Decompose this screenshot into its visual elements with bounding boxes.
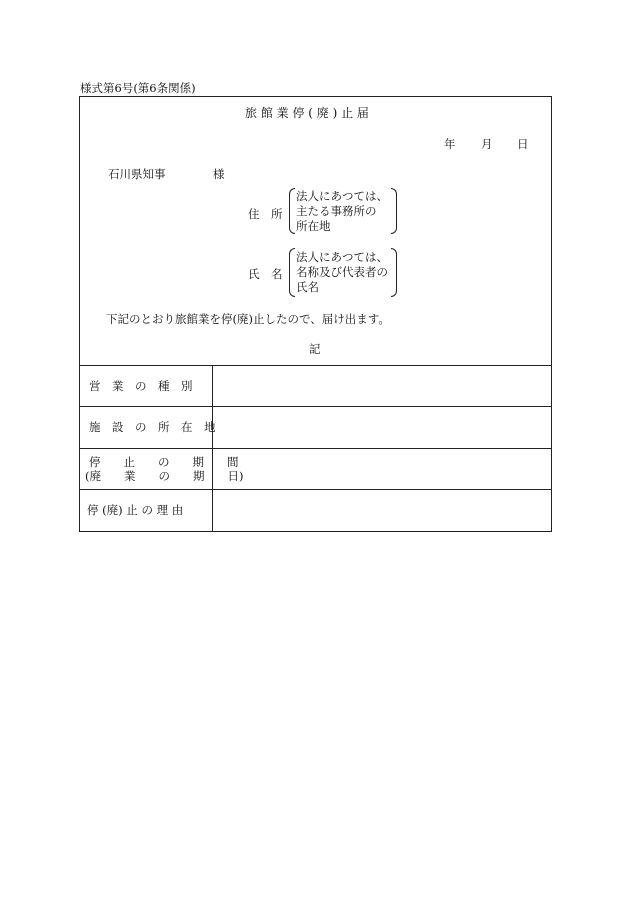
address-label: 住 所 — [248, 207, 283, 221]
row-label-business-type: 営 業 の 種 別 — [89, 379, 193, 393]
value-cell-facility-location[interactable] — [213, 407, 551, 448]
name-bracket-left — [289, 248, 295, 297]
name-note-line3: 氏名 — [296, 280, 319, 294]
address-note-line3: 所在地 — [296, 219, 331, 233]
value-cell-reason[interactable] — [213, 490, 551, 531]
addressee-honorific: 様 — [213, 167, 225, 181]
name-note-line1: 法人にあつては、 — [296, 250, 388, 264]
addressee-name: 石川県知事 — [108, 167, 166, 181]
address-bracket-left — [289, 188, 295, 234]
date-month-label: 月 — [481, 137, 493, 151]
value-cell-business-type[interactable] — [213, 366, 551, 406]
row-label-abolition-date: (廃 業 の 期 日) — [85, 469, 244, 483]
value-cell-suspension-period[interactable] — [213, 449, 551, 489]
address-note-line2: 主たる事務所の — [296, 204, 377, 218]
name-note-line2: 名称及び代表者の — [296, 265, 388, 279]
row-label-suspension-period: 停 止 の 期 間 — [89, 455, 239, 469]
row-label-reason: 停 (廃) 止 の 理 由 — [87, 503, 184, 517]
name-label: 氏 名 — [248, 267, 283, 281]
form-number: 様式第6号(第6条関係) — [80, 81, 196, 95]
date-year-label: 年 — [444, 137, 456, 151]
form-title: 旅 館 業 停 ( 廃 ) 止 届 — [245, 106, 369, 120]
address-bracket-right — [391, 188, 397, 234]
row-label-facility-location: 施 設 の 所 在 地 — [89, 420, 216, 434]
ki-label: 記 — [309, 342, 321, 356]
date-day-label: 日 — [517, 137, 529, 151]
statement-text: 下記のとおり旅館業を停(廃)止したので、届け出ます。 — [106, 312, 390, 326]
address-note-line1: 法人にあつては、 — [296, 189, 388, 203]
name-bracket-right — [391, 248, 397, 297]
